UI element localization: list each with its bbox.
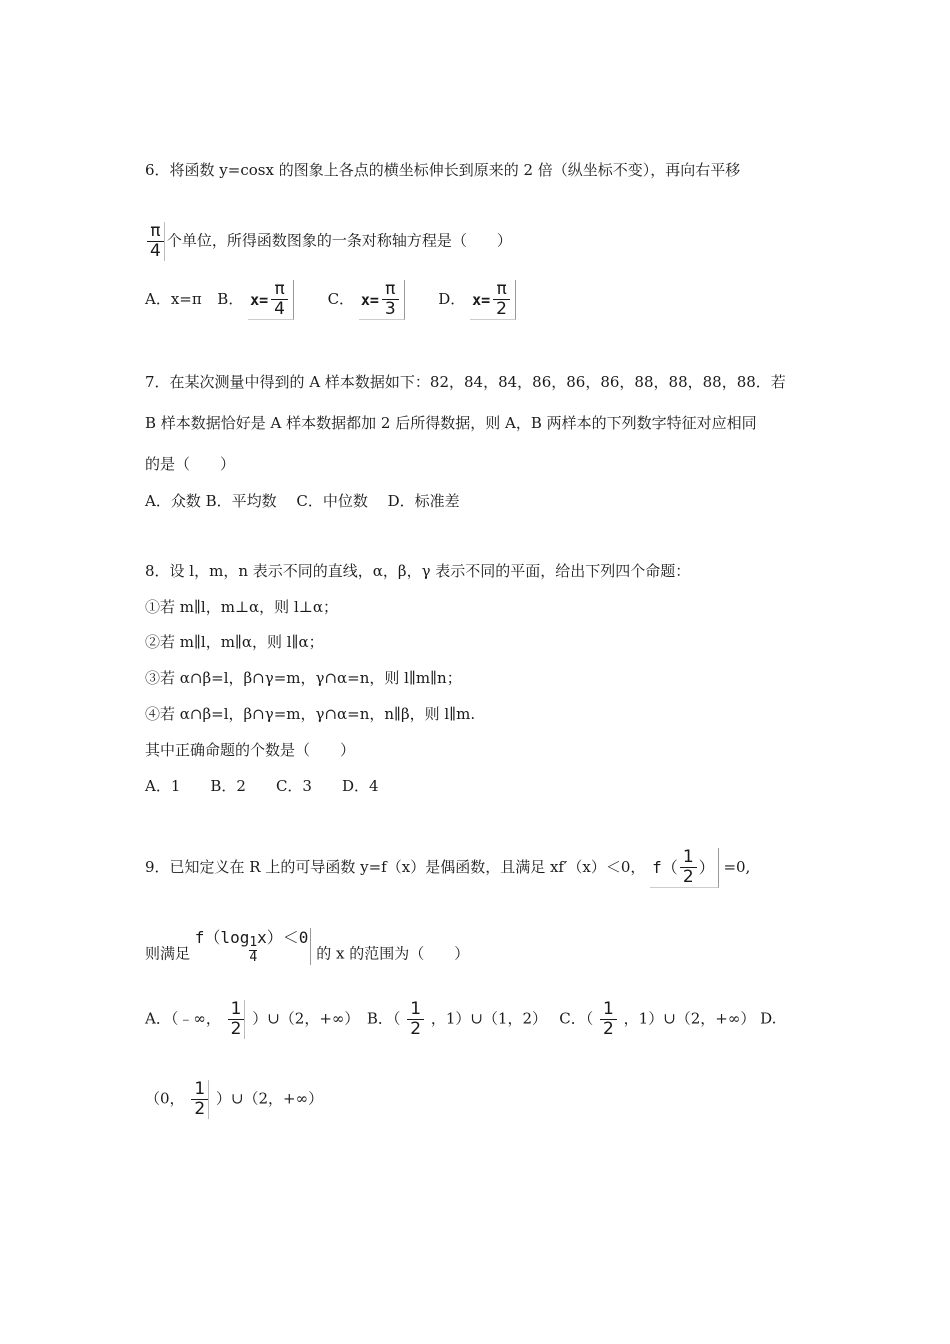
q6-option-b-label: B． — [217, 290, 244, 308]
q6-options — [145, 280, 516, 320]
q7-line3: 的是（ ） — [145, 455, 236, 473]
q9-line1: 9．已知定义在 R 上的可导函数 y=f（x）是偶函数，且满足 xf′（x）＜0， f（ $\frac{1}{2}$ ） =0, — [145, 847, 751, 887]
q7-line1: 7．在某次测量中得到的 A 样本数据如下：82，84，84，86，86，86，88，88，88，88．若 — [145, 373, 786, 391]
log-inequality-expr: f（log 1 4 x）＜0 — [195, 928, 312, 965]
q9-line2: 则满足 f（log 1 4 x）＜0 的 x 的范围为（ ） — [145, 928, 470, 965]
q6-option-d-label: D． — [438, 290, 466, 308]
q8-proposition-4: ④若 α∩β=l，β∩γ=m，γ∩α=n，n∥β，则 l∥m. — [145, 705, 476, 723]
f-one-half-expr: f（ $\frac{1}{2}$ ） — [650, 848, 718, 888]
q6-option-c-expr: x= $\frac{\pi}{3}$ — [359, 280, 405, 320]
q9-option-c: ，1）∪（2，+∞） D. — [623, 1009, 777, 1028]
q6-line2 — [145, 222, 512, 261]
q6-option-d-expr: x= $\frac{\pi}{2}$ — [470, 280, 516, 320]
pi-over-4-fraction: $\frac{\pi}{4}$ — [147, 222, 165, 261]
q9-option-b: ，1）∪（1，2） C．（ — [430, 1009, 594, 1028]
q6-option-b-expr: x= $\frac{\pi}{4}$ — [248, 280, 294, 320]
q6-option-a: A．x=π — [145, 290, 202, 308]
q8-options: A．1 B．2 C．3 D．4 — [145, 777, 379, 795]
q6-question-text: 个单位，所得函数图象的一条对称轴方程是（ ） — [166, 231, 512, 250]
q6-line1: 6．将函数 y=cosx 的图象上各点的横坐标伸长到原来的 2 倍（纵坐标不变），再向右平移 — [145, 161, 741, 179]
q6-option-c-label: C． — [327, 290, 355, 308]
q9-option-a: A．（﹣∞， — [145, 1009, 221, 1028]
q9-options: A．（﹣∞， $\frac{1}{2}$ ）∪（2，+∞） B．（ $\frac{1}{2}$ ，1）∪（1，2） C．（ $\frac{1}{2}$ ，1）∪（2，+∞） D. — [145, 999, 777, 1039]
q8-line1: 8．设 l，m，n 表示不同的直线，α，β，γ 表示不同的平面，给出下列四个命题： — [145, 562, 691, 580]
q9-option-d: （0， $\frac{1}{2}$ ）∪（2，+∞） — [145, 1079, 324, 1119]
q7-line2: B 样本数据恰好是 A 样本数据都加 2 后所得数据，则 A，B 两样本的下列数字特征对应相同 — [145, 414, 757, 432]
q7-options: A．众数 B．平均数 C．中位数 D．标准差 — [145, 492, 460, 510]
q8-question: 其中正确命题的个数是（ ） — [145, 741, 356, 759]
q8-proposition-3: ③若 α∩β=l，β∩γ=m，γ∩α=n，则 l∥m∥n； — [145, 669, 462, 687]
q8-proposition-1: ①若 m∥l，m⊥α，则 l⊥α； — [145, 598, 338, 616]
q8-proposition-2: ②若 m∥l，m∥α，则 l∥α； — [145, 633, 324, 651]
